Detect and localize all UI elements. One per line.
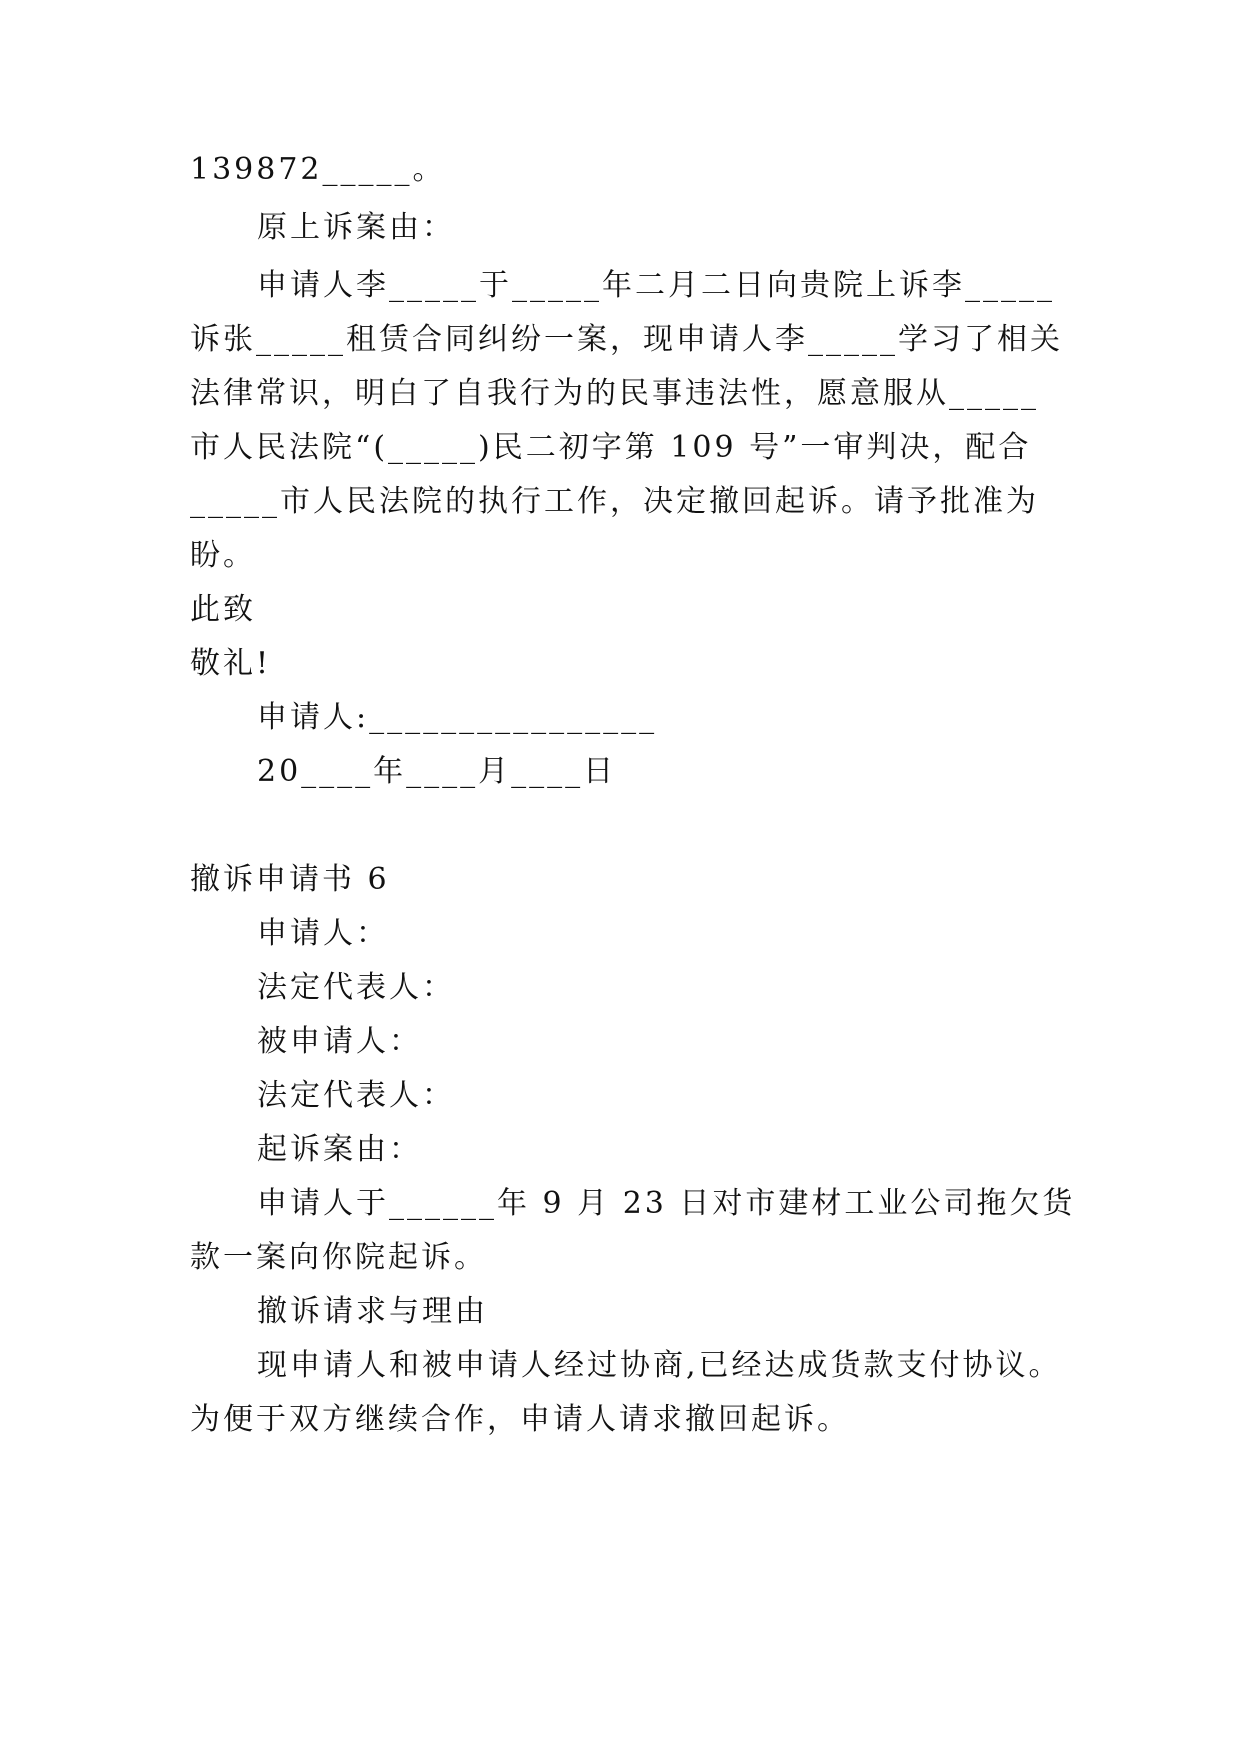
paragraph-line: 申请人李_____于_____年二月二日向贵院上诉李_____: [257, 268, 1055, 303]
paragraph-line: 为便于双方继续合作，申请人请求撤回起诉。: [190, 1402, 850, 1437]
paragraph-line: 款一案向你院起诉。: [190, 1240, 487, 1275]
paragraph-line: 法律常识，明白了自我行为的民事违法性，愿意服从_____: [190, 376, 1039, 411]
paragraph-line: _____市人民法院的执行工作，决定撤回起诉。请予批准为: [190, 484, 1039, 519]
paragraph-line: 诉张_____租赁合同纠纷一案，现申请人李_____学习了相关: [190, 322, 1063, 357]
field-lawsuit-cause: 起诉案由：: [257, 1132, 422, 1167]
signature-applicant: 申请人:________________: [257, 700, 658, 735]
paragraph-line: 市人民法院“(_____)民二初字第 109 号”一审判决，配合: [190, 430, 1032, 465]
field-respondent: 被申请人：: [257, 1024, 422, 1059]
closing-salutation: 此致: [190, 592, 256, 627]
field-applicant: 申请人：: [257, 916, 389, 951]
section-title: 撤诉申请书 6: [190, 862, 390, 897]
signature-date: 20____年____月____日: [257, 754, 617, 789]
field-legal-representative: 法定代表人：: [257, 1078, 455, 1113]
paragraph-line: 申请人于______年 9 月 23 日对市建材工业公司拖欠货: [257, 1186, 1076, 1221]
heading-original-appeal-cause: 原上诉案由：: [257, 210, 455, 245]
heading-withdrawal-request: 撤诉请求与理由: [257, 1294, 488, 1329]
text-line-case-number: 139872_____。: [190, 152, 446, 187]
paragraph-line: 盼。: [190, 538, 256, 573]
paragraph-line: 现申请人和被申请人经过协商,已经达成货款支付协议。: [257, 1348, 1062, 1383]
field-legal-representative: 法定代表人：: [257, 970, 455, 1005]
closing-regards: 敬礼!: [190, 646, 272, 681]
